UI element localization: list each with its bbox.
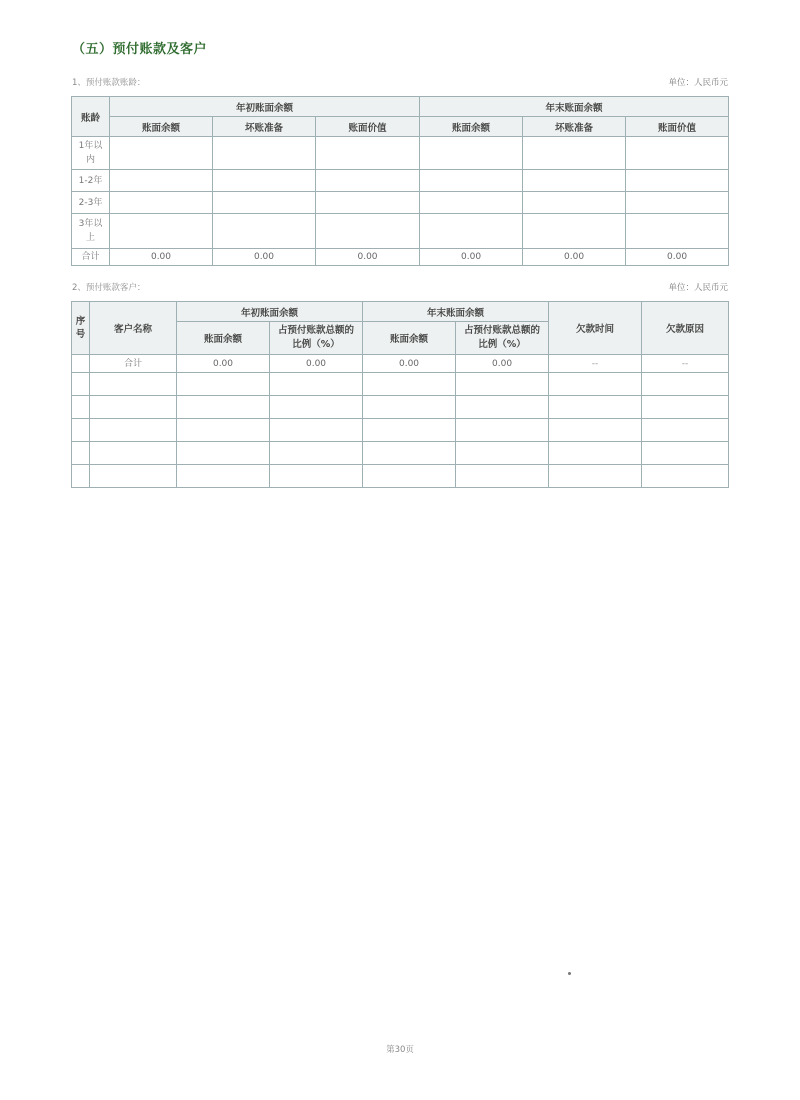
scan-speck: [568, 972, 571, 975]
total-label: 合计: [72, 249, 110, 266]
table-cell: [110, 214, 213, 249]
seq-header: 序号: [72, 302, 90, 355]
total-cell: --: [642, 355, 729, 373]
col-header: 账面余额: [110, 117, 213, 137]
total-cell: 0.00: [523, 249, 626, 266]
total-cell: --: [549, 355, 642, 373]
table-cell: [523, 192, 626, 214]
row-label: 1年以内: [72, 137, 110, 170]
total-cell: 0.00: [110, 249, 213, 266]
table-cell: [316, 214, 420, 249]
reason-header: 欠款原因: [642, 302, 729, 355]
table-cell: [213, 137, 316, 170]
table-cell: [110, 137, 213, 170]
col-header: 账面价值: [316, 117, 420, 137]
balance-header: 账面余额: [363, 322, 456, 355]
total-cell: 0.00: [270, 355, 363, 373]
table-cell: [420, 214, 523, 249]
total-cell: 0.00: [213, 249, 316, 266]
table-cell: [420, 192, 523, 214]
total-label: 合计: [90, 355, 177, 373]
col-header: 坏账准备: [523, 117, 626, 137]
table-row: [72, 373, 729, 396]
table-cell: [213, 214, 316, 249]
table-cell: [523, 137, 626, 170]
table-row: [72, 396, 729, 419]
seq-cell: [72, 355, 90, 373]
total-cell: 0.00: [626, 249, 729, 266]
table-cell: [420, 137, 523, 170]
table-cell: [316, 192, 420, 214]
ratio-header: 占预付账款总额的比例（%）: [270, 322, 363, 355]
total-cell: 0.00: [177, 355, 270, 373]
table-cell: [626, 192, 729, 214]
aging-unit: 单位：人民币元: [668, 78, 728, 88]
table-cell: [316, 170, 420, 192]
balance-header: 账面余额: [177, 322, 270, 355]
table-row: [72, 419, 729, 442]
table-cell: [523, 214, 626, 249]
row-label: 2-3年: [72, 192, 110, 214]
col-header: 账面价值: [626, 117, 729, 137]
table-cell: [110, 170, 213, 192]
aging-subtitle: 1、预付账款账龄：: [72, 78, 146, 88]
total-cell: 0.00: [363, 355, 456, 373]
name-header: 客户名称: [90, 302, 177, 355]
page-number: 第30页: [386, 1045, 414, 1055]
section-title: （五）预付账款及客户: [72, 42, 208, 57]
aging-table: [71, 96, 729, 266]
total-row: [72, 249, 729, 266]
table-row: [72, 192, 729, 214]
total-cell: 0.00: [316, 249, 420, 266]
table-cell: [523, 170, 626, 192]
table-cell: [626, 170, 729, 192]
table-cell: [626, 137, 729, 170]
time-header: 欠款时间: [549, 302, 642, 355]
table-cell: [213, 170, 316, 192]
table-row: [72, 465, 729, 488]
customers-unit: 单位：人民币元: [668, 283, 728, 293]
table-row: [72, 442, 729, 465]
customers-subtitle: 2、预付账款客户：: [72, 283, 146, 293]
total-row: [72, 355, 729, 373]
col-header: 账面余额: [420, 117, 523, 137]
table-row: [72, 170, 729, 192]
age-header: 账龄: [72, 97, 110, 137]
col-header: 坏账准备: [213, 117, 316, 137]
total-cell: 0.00: [456, 355, 549, 373]
group-begin-header: 年初账面余额: [177, 302, 363, 322]
table-cell: [420, 170, 523, 192]
table-row: [72, 137, 729, 170]
customers-table: [71, 301, 729, 488]
row-label: 1-2年: [72, 170, 110, 192]
table-row: [72, 214, 729, 249]
table-cell: [213, 192, 316, 214]
table-cell: [626, 214, 729, 249]
row-label: 3年以上: [72, 214, 110, 249]
ratio-header: 占预付账款总额的比例（%）: [456, 322, 549, 355]
group-end-header: 年末账面余额: [363, 302, 549, 322]
table-cell: [110, 192, 213, 214]
table-cell: [316, 137, 420, 170]
total-cell: 0.00: [420, 249, 523, 266]
group-end-header: 年末账面余额: [420, 97, 729, 117]
group-begin-header: 年初账面余额: [110, 97, 420, 117]
